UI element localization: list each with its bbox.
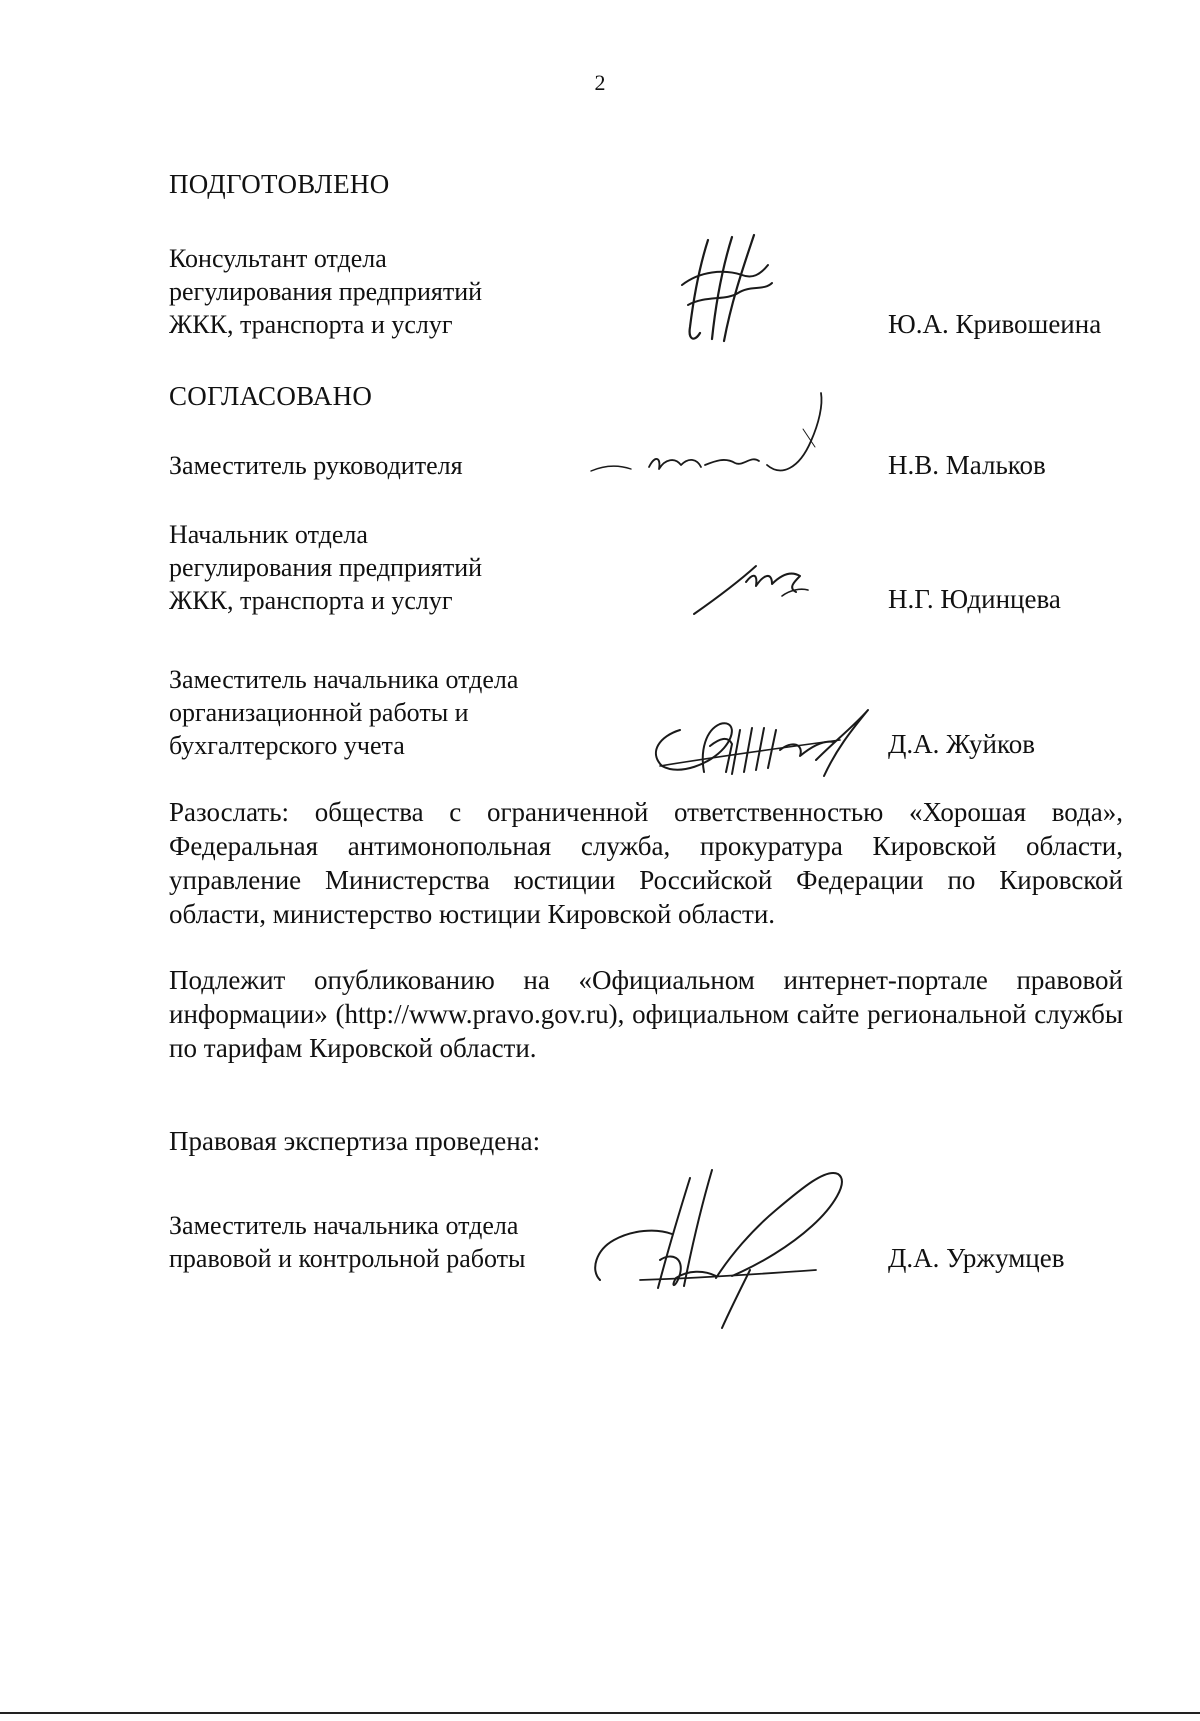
page-bottom-rule (0, 1712, 1200, 1714)
signature-zhuikov (640, 700, 880, 785)
prepared-heading: ПОДГОТОВЛЕНО (169, 169, 390, 199)
position-line: регулирования предприятий (169, 277, 483, 306)
signature-urzhumtsev (580, 1160, 890, 1330)
agreed-position-3 (169, 663, 518, 762)
page-number: 2 (594, 70, 606, 95)
agreed-name-2: Н.Г. Юдинцева (888, 584, 1061, 614)
prepared-position (169, 242, 482, 341)
publication-paragraph: Подлежит опубликованию на «Официальном интернет-портале правовой информации» (http://www.pravo.gov.ru), официальном сайте региональной службы по тарифам Кировской области. (169, 965, 1123, 1063)
position-line: Заместитель руководителя (169, 451, 463, 480)
legal-review-position (169, 1209, 525, 1275)
agreed-position-1 (169, 449, 463, 482)
position-line: Заместитель начальника отдела (169, 1211, 519, 1240)
signature-krivosheina (680, 235, 780, 347)
position-line: ЖКК, транспорта и услуг (169, 310, 453, 339)
legal-review-heading: Правовая экспертиза проведена: (169, 1126, 541, 1156)
signature-yudintseva (690, 560, 820, 620)
agreed-name-3: Д.А. Жуйков (888, 729, 1035, 759)
legal-review-name: Д.А. Уржумцев (888, 1243, 1065, 1273)
position-line: бухгалтерского учета (169, 731, 405, 760)
prepared-name: Ю.А. Кривошеина (888, 309, 1102, 339)
agreed-position-2 (169, 518, 482, 617)
position-line: правовой и контрольной работы (169, 1244, 526, 1273)
position-line: организационной работы и (169, 698, 469, 727)
agreed-heading: СОГЛАСОВАНО (169, 381, 373, 411)
position-line: Заместитель начальника отдела (169, 665, 519, 694)
position-line: Консультант отдела (169, 244, 387, 273)
signature-malkov (585, 385, 865, 495)
position-line: Начальник отдела (169, 520, 368, 549)
position-line: регулирования предприятий (169, 553, 483, 582)
position-line: ЖКК, транспорта и услуг (169, 586, 453, 615)
distribution-paragraph: Разослать: общества с ограниченной ответственностью «Хорошая вода», Федеральная антимонопольная служба, прокуратура Кировской области, управление Министерства юстиции Российской Федерации по Кировской области, министерство юстиции Кировской области. (169, 797, 1123, 929)
agreed-name-1: Н.В. Мальков (888, 450, 1046, 480)
